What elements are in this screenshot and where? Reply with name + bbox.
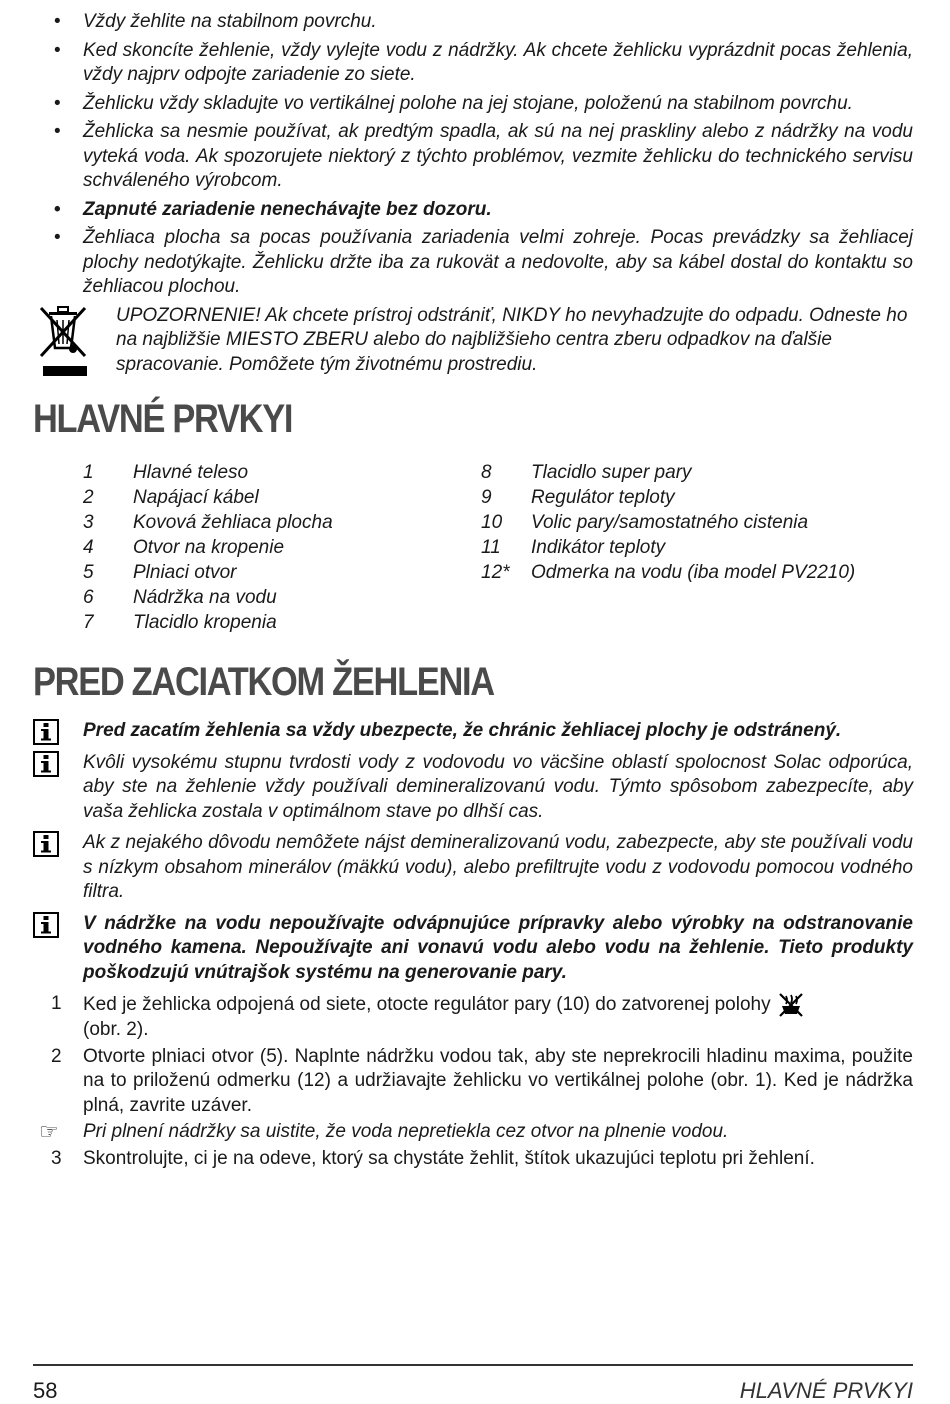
safety-item: • Zapnuté zariadenie nenechávajte bez dozoru. xyxy=(33,198,913,223)
safety-item: • Vždy žehlite na stabilnom povrchu. xyxy=(33,10,913,35)
safety-item: • Žehlicka sa nesmie používat, ak predtým spadla, ak sú na nej praskliny alebo z nádržky na vodu vyteká voda. Ak spozorujete niektorý z týchto problémov, vezmite žehlicku do technického servisu schváleného výrobcom. xyxy=(33,120,913,194)
part-item: 6 Nádržka na vodu xyxy=(83,587,277,608)
info-icon xyxy=(33,719,59,745)
crossed-bin-icon xyxy=(37,304,97,380)
step-item: 3 Skontrolujte, ci je na odeve, ktorý sa chystáte žehlit, štítok ukazujúci teplotu pri žehlení. xyxy=(51,1147,815,1169)
step-item: 2 Otvorte plniaci otvor (5). Naplnte nádržku vodou tak, aby ste neprekrocili hladinu maxima, použite na to priloženú odmerku (12) a udržiavajte žehlicku vo vertikálnej polohe (obr. 1). Ked je nádržka plná, zavrite uzáver. xyxy=(51,1045,913,1116)
part-item: 3 Kovová žehliaca plocha xyxy=(83,512,333,533)
info-icon xyxy=(33,751,59,777)
step-item: 1 Ked je žehlicka odpojená od siete, otocte regulátor pary (10) do zatvorenej polohy (obr. 2). xyxy=(33,992,913,1043)
part-item: 1 Hlavné teleso xyxy=(83,462,249,483)
pointing-hand-icon: ☞ xyxy=(39,1119,59,1144)
part-item: 9 Regulátor teploty xyxy=(481,487,675,508)
steam-off-icon xyxy=(777,992,805,1018)
info-icon xyxy=(33,831,59,857)
part-item: 2 Napájací kábel xyxy=(83,487,259,508)
safety-list xyxy=(33,10,913,300)
part-item: 7 Tlacidlo kropenia xyxy=(83,612,277,633)
part-item: 12* Odmerka na vodu (iba model PV2210) xyxy=(481,562,856,583)
page-footer xyxy=(33,1364,913,1404)
footer-section-title: HLAVNÉ PRVKYI xyxy=(739,1378,913,1403)
info-notes xyxy=(33,719,913,985)
parts-column-left xyxy=(83,460,481,635)
info-note: V nádržke na vodu nepoužívajte odvápnujúce prípravky alebo výrobky na odstranovanie vodného kamena. Nepoužívajte ani vonavú vodu alebo vodu na žehlenie. Tieto produkty poškodzujú vnútrajšok systému na generovanie pary. xyxy=(33,912,913,986)
part-item: 11 Indikátor teploty xyxy=(481,537,666,558)
info-note: Ak z nejakého dôvodu nemôžete nájst demineralizovanú vodu, zabezpecte, aby ste používali vodu s nízkym obsahom minerálov (mäkkú vodu), alebo prefiltrujte vodu z vodovodu pomocou vodného filtra. xyxy=(33,831,913,905)
part-item: 10 Volic pary/samostatného cistenia xyxy=(481,512,809,533)
info-icon xyxy=(33,912,59,938)
section-heading-parts: HLAVNÉ PRVKYI xyxy=(33,397,293,441)
disposal-warning xyxy=(33,304,913,378)
info-note: Kvôli vysokému stupnu tvrdosti vody z vodovodu vo väcšine oblastí spolocnost Solac odporúca, aby ste na žehlenie vždy používali demineralizovanú vodu. Týmto spôsobom zabezpecíte, aby vaša žehlicka zostala v optimálnom stave po dlhší cas. xyxy=(33,751,913,825)
safety-item: • Žehlicku vždy skladujte vo vertikálnej polohe na jej stojane, položenú na stabilnom povrchu. xyxy=(33,92,913,117)
page-number: 58 xyxy=(33,1378,58,1403)
warning-text: UPOZORNENIE! Ak chcete prístroj odstrániť, NIKDY ho nevyhadzujte do odpadu. Odneste ho na najbližšie MIESTO ZBERU alebo do najbližšieho centra zberu odpadkov na ďalšie spracovanie. Pomôžete tým životnému prostrediu. xyxy=(116,304,908,375)
manual-page xyxy=(33,10,913,1173)
tip-item: ☞ Pri plnení nádržky sa uistite, že voda nepretiekla cez otvor na plnenie vodou. xyxy=(39,1119,729,1144)
part-item: 4 Otvor na kropenie xyxy=(83,537,285,558)
parts-list xyxy=(33,460,913,635)
safety-item: • Žehliaca plocha sa pocas používania zariadenia velmi zohreje. Pocas prevádzky sa žehliacej plochy nedotýkajte. Žehlicku držte iba za rukovät a nedovolte, aby sa kábel dostal do kontaktu so žehliacou plochou. xyxy=(33,226,913,300)
section-heading-before-ironing: PRED ZACIATKOM ŽEHLENIA xyxy=(33,660,494,704)
parts-column-right xyxy=(481,460,879,635)
info-note: Pred zacatím žehlenia sa vždy ubezpecte, že chránic žehliacej plochy je odstránený. xyxy=(33,719,913,744)
part-item: 8 Tlacidlo super pary xyxy=(481,462,692,483)
filling-steps xyxy=(33,992,913,1171)
part-item: 5 Plniaci otvor xyxy=(83,562,237,583)
safety-item: • Ked skoncíte žehlenie, vždy vylejte vodu z nádržky. Ak chcete žehlicku vyprázdnit pocas žehlenia, vždy najprv odpojte zariadenie zo siete. xyxy=(33,39,913,88)
